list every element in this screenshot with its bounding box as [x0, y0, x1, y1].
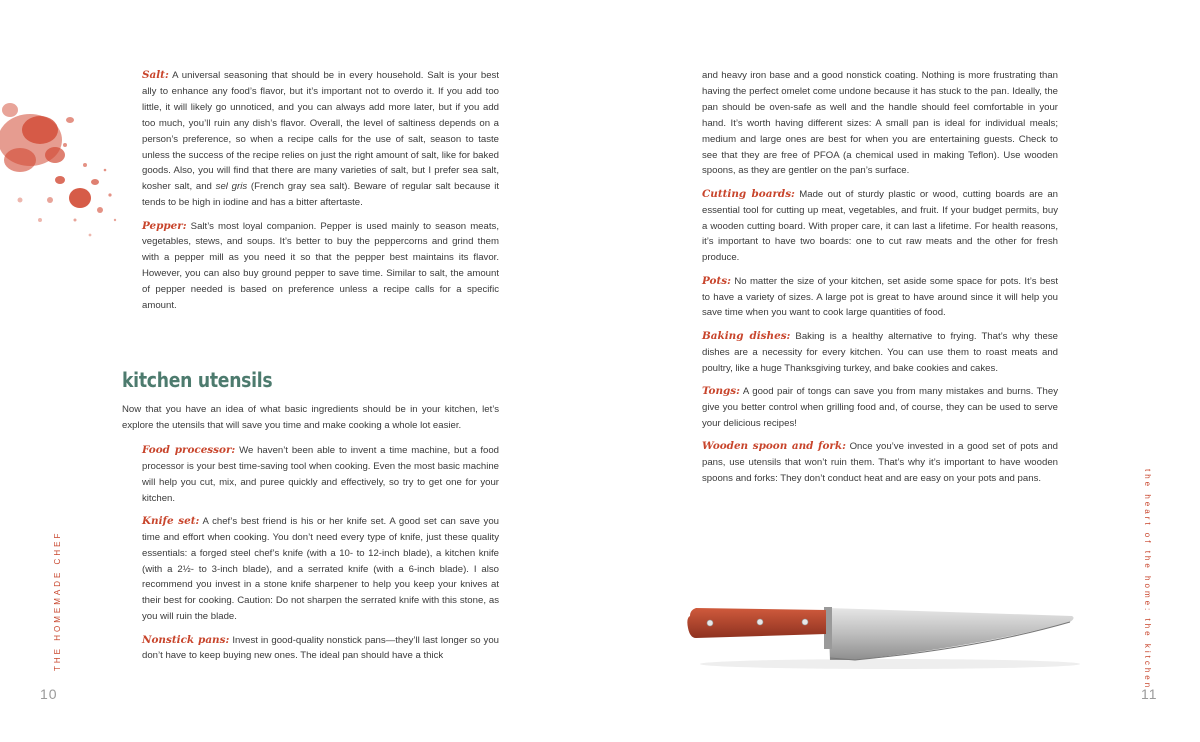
entry-food-processor	[142, 443, 499, 507]
entry-pots	[702, 274, 1058, 322]
left-bottom-column	[122, 366, 499, 672]
entry-term: Wooden spoon and fork:	[702, 439, 846, 452]
entry-text: (French gray sea salt). Beware of regular salt because it tends to be high in iodine and has a bitter aftertaste.	[142, 181, 499, 209]
entry-term: Pots:	[702, 274, 731, 287]
utensil-entries	[122, 443, 499, 665]
page-number-left: 10	[40, 686, 58, 702]
entry-cutting-boards	[702, 187, 1058, 267]
entry-continuation: and heavy iron base and a good nonstick coating. Nothing is more frustrating than having the perfect omelet come undone because it has stuck to the pan. Ideally, the pan should be oven-safe as well and the handle should feel comfortable in your hand. It’s worth having different sizes: A small pan is ideal for individual meals; medium and large ones are best for when you are entertaining guests. Check to see that they are free of PFOA (a chemical used in making Teflon). Use wooden spoons, as they are gentler on the pan’s surface.	[702, 70, 1058, 177]
entry-text: A good pair of tongs can save you from many mistakes and burns. They give you better control when grilling food and, of course, they can be used to serve your delicious recipes!	[702, 385, 1058, 429]
entry-pepper	[142, 219, 499, 314]
running-head-right: the heart of the home: the kitchen	[1143, 469, 1152, 691]
spice-powder-illustration	[0, 70, 130, 260]
entry-term: Baking dishes:	[702, 329, 791, 342]
entry-knife-set	[142, 514, 499, 625]
entry-text: A universal seasoning that should be in every household. Salt is your best ally to enhance any food’s flavor, but it’s important not to overdo it. If you add too little, it will likely go unnoticed, and you can always add more later, but if you add too much, you’ll ruin any dish’s flavor. Overall, the level of saltiness depends on a person’s preference, so when a recipe calls for the use of salt, season to taste unless the success of the recipe relies on just the right amount of salt, like for baked goods. Also, you will find that there are many varieties of salt, but I prefer sea salt, kosher salt, and	[142, 70, 499, 193]
entry-text: No matter the size of your kitchen, set aside some space for pots. It’s best to have a variety of sizes. A large pot is great to have around since it will help you save time when you want to cook large quantities of food.	[702, 275, 1058, 319]
entry-wooden-spoon-fork	[702, 439, 1058, 487]
entry-term: Pepper:	[142, 219, 187, 232]
entry-term: Cutting boards:	[702, 187, 795, 200]
entry-term: Tongs:	[702, 384, 740, 397]
entry-tongs	[702, 384, 1058, 432]
running-head-left: THE HOMEMADE CHEF	[53, 530, 62, 671]
section-intro: Now that you have an idea of what basic ingredients should be in your kitchen, let’s explore the utensils that will save you time and make cooking a whole lot easier.	[122, 404, 499, 431]
entry-text: Baking is a healthy alternative to frying. That’s why these dishes are a necessity for every kitchen. You can use them to roast meats and poultry, like a huge Thanksgiving turkey, and bake cookies and cakes.	[702, 330, 1058, 374]
entry-text: Once you’ve invested in a good set of pots and pans, use utensils that won’t ruin them. That’s why it’s important to have wooden spoons and forks: They don’t conduct heat and are easy on your pots and pans.	[702, 440, 1058, 484]
entry-text: We haven’t been able to invent a time machine, but a food processor is your best time-saving tool when cooking. Even the most basic machine will help you cut, mix, and puree quickly and effectively, so try to get one for your kitchen.	[142, 444, 499, 504]
entry-text: Made out of sturdy plastic or wood, cutting boards are an essential tool for cutting up meat, vegetables, and fruit. If your budget permits, buy a wooden cutting board. With proper care, it can last a lifetime. For health reasons, it’s important to have two boards: one to cut raw meats and the other for fresh produce.	[702, 188, 1058, 264]
page-number-right: 11	[1141, 686, 1158, 702]
entry-salt	[142, 68, 499, 211]
right-column	[702, 68, 1058, 494]
entry-nonstick-pans	[142, 633, 499, 665]
entry-text: Salt’s most loyal companion. Pepper is used mainly to season meats, vegetables, stews, and soups. It’s better to buy the peppercorns and grind them with a pepper mill as you need it so that the pepper best maintains its flavor. However, you can also buy ground pepper to save time. Similar to salt, the amount of pepper needed is based on preference unless a recipe calls for a specific amount.	[142, 220, 499, 312]
chef-knife-illustration	[680, 598, 1080, 674]
left-top-column	[142, 68, 499, 321]
entry-term: Nonstick pans:	[142, 633, 230, 646]
entry-text: Invest in good-quality nonstick pans—they’ll last longer so you don’t have to keep buying new ones. The ideal pan should have a thick	[142, 634, 500, 662]
entry-term: Salt:	[142, 69, 169, 81]
entry-term: Food processor:	[142, 443, 236, 456]
entry-term: Knife set:	[142, 514, 200, 527]
entry-text: A chef’s best friend is his or her knife set. A good set can save you time and effort when cooking. You don’t need every type of knife, just these quality essentials: a forged steel chef’s knife (with a 10- to 12-inch blade), a kitchen knife (with a 2½- to 3-inch blade), and a serrated knife (with a 6-inch blade). I also recommend you invest in a stone knife sharpener to help you keep your knives at their best for cooking. Caution: Do not sharpen the serrated knife with this stone, as you will ruin the blade.	[142, 515, 499, 623]
entry-italic-text: sel gris	[215, 181, 248, 193]
section-title: kitchen utensils	[122, 368, 273, 392]
entry-baking-dishes	[702, 329, 1058, 377]
